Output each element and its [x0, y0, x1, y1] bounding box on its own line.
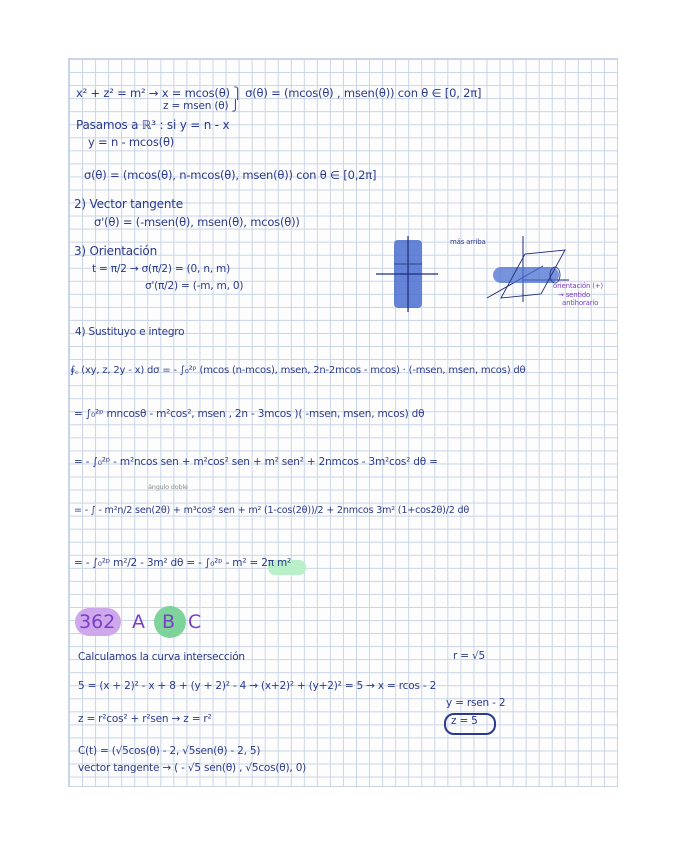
line-integral-2: = ∫₀²ᵖ mncosθ - m²cos², msen , 2n - 3mcos )( -msen, msen, mcos) dθ [74, 408, 425, 420]
line-pasamos-r3: Pasamos a ℝ³ : si y = n - x [76, 118, 230, 132]
heading-orientacion: 3) Orientación [74, 244, 157, 258]
heading-sustituyo: 4) Sustituyo e integro [75, 326, 185, 338]
exercise-number: 362 [79, 611, 116, 633]
annotation-mas-arriba: más arriba [450, 238, 486, 246]
annotation-orientacion: orientación (+) [553, 282, 603, 290]
line-t-pi-2: t = π/2 → σ(π/2) = (0, n, m) [92, 263, 230, 275]
cylinder-3d-sketch [483, 232, 573, 312]
line-circle-eq: 5 = (x + 2)² - x + 8 + (y + 2)² - 4 → (x+2)² + (y+2)² = 5 → x = rcos - 2 [78, 680, 437, 692]
annotation-sentido: → sentido [558, 291, 591, 299]
annotation-angulo-doble: ángulo doble [148, 483, 188, 491]
line-sigma-prime-pi-2: σ'(π/2) = (-m, m, 0) [145, 280, 244, 292]
line-sigma-prime: σ'(θ) = (-msen(θ), msen(θ), mcos(θ)) [94, 215, 300, 229]
option-a: A [132, 611, 145, 633]
option-c: C [188, 611, 202, 633]
line-r-sqrt5: r = √5 [453, 650, 485, 662]
line-vector-tangente-2: vector tangente → ( - √5 sen(θ) , √5cos(θ), 0) [78, 762, 307, 774]
line-y-rsen: y = rsen - 2 [446, 697, 506, 709]
line-parametrization: x² + z² = m² → x = mcos(θ) ⎫ σ(θ) = (mcos(θ) , msen(θ)) con θ ∈ [0, 2π] [76, 86, 482, 100]
line-integral-3: = - ∫₀²ᵖ - m²ncos sen + m²cos² sen + m² sen² + 2nmcos - 3m²cos² dθ = [74, 456, 438, 468]
line-z-r2: z = r²cos² + r²sen → z = r² [78, 713, 212, 725]
cylinder-front-sketch [372, 234, 442, 314]
line-y-equals: y = n - mcos(θ) [88, 135, 175, 149]
line-calculamos: Calculamos la curva intersección [78, 651, 245, 663]
line-integral-result: = - ∫₀²ᵖ m²/2 - 3m² dθ = - ∫₀²ᵖ - m² = 2π m² [74, 557, 291, 569]
line-z-5: z = 5 [451, 715, 478, 727]
annotation-antihorario: antihorario [562, 299, 599, 307]
line-z-param: z = msen (θ) ⎭ [163, 100, 240, 112]
line-sigma-theta: σ(θ) = (mcos(θ), n-mcos(θ), msen(θ)) con θ ∈ [0,2π] [84, 168, 377, 182]
heading-vector-tangente: 2) Vector tangente [74, 197, 183, 211]
line-integral-4: = - ∫ - m²n/2 sen(2θ) + m³cos² sen + m² (1-cos(2θ))/2 + 2nmcos 3m² (1+cos2θ)/2 dθ [74, 505, 470, 516]
line-line-integral: ∮꜀ (xy, z, 2y - x) dσ = - ∫₀²ᵖ (mcos (n-mcos), msen, 2n-2mcos - mcos) · (-msen, msen, mcos) dθ [70, 365, 526, 376]
line-curve-param: C(t) = (√5cos(θ) - 2, √5sen(θ) - 2, 5) [78, 745, 261, 757]
option-b: B [162, 611, 176, 633]
